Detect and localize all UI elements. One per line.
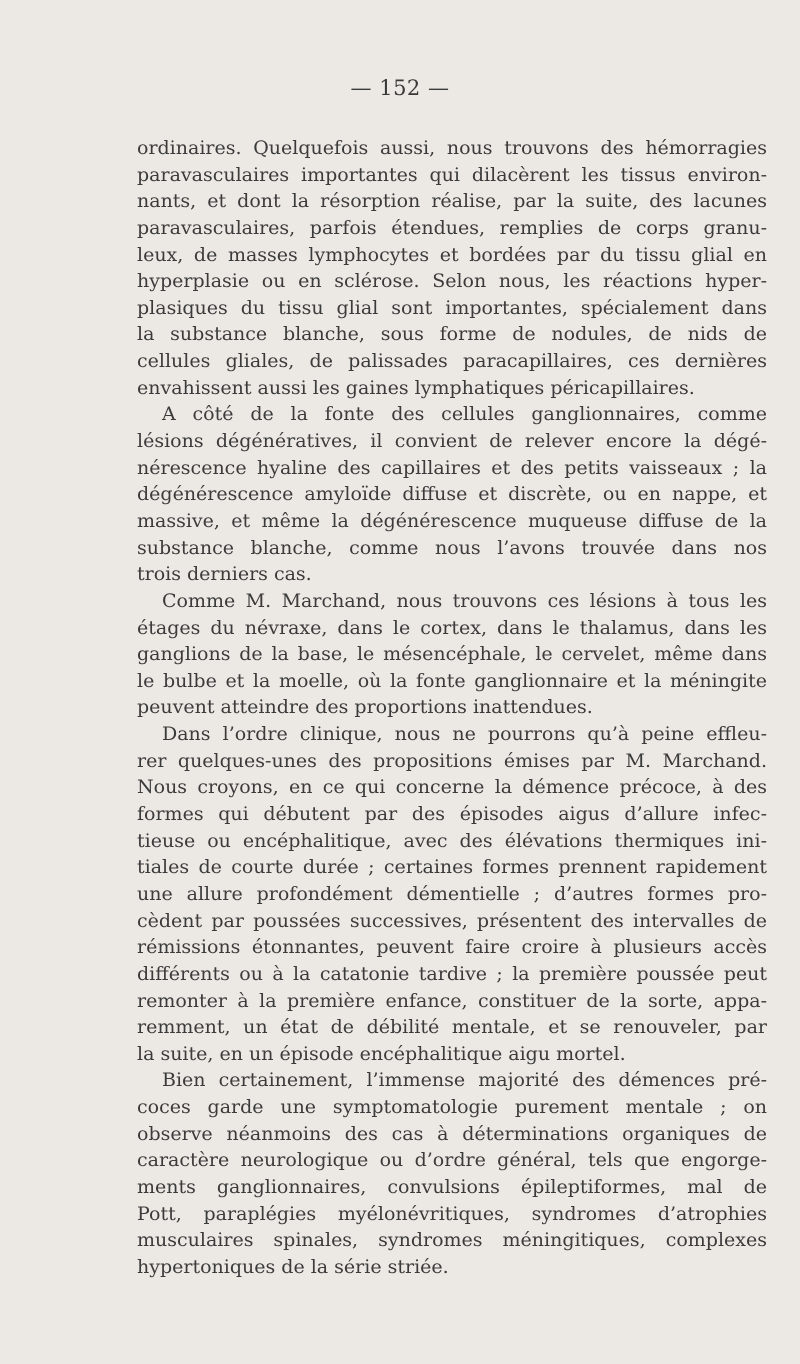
- text-line: cèdent par poussées successives, présentent des intervalles de: [137, 909, 767, 932]
- text-line: ments ganglionnaires, convulsions épileptiformes, mal de: [137, 1175, 767, 1198]
- text-line: massive, et même la dégénérescence muqueuse diffuse de la: [137, 509, 767, 532]
- text-line: lésions dégénératives, il convient de relever encore la dégé-: [137, 430, 767, 453]
- text-line: le bulbe et la moelle, où la fonte ganglionnaire et la méningite: [137, 669, 767, 692]
- text-line: Bien certainement, l’immense majorité des démences pré-: [162, 1069, 767, 1092]
- text-line: une allure profondément démentielle ; d’autres formes pro-: [137, 882, 767, 905]
- text-line: Dans l’ordre clinique, nous ne pourrons qu’à peine effleu-: [162, 723, 767, 746]
- text-line: rémissions étonnantes, peuvent faire croire à plusieurs accès: [137, 936, 767, 959]
- text-line: caractère neurologique ou d’ordre général, tels que engorge-: [137, 1149, 767, 1172]
- text-line: cellules gliales, de palissades paracapillaires, ces dernières: [137, 350, 767, 373]
- page-number: — 152 —: [350, 76, 450, 100]
- text-line: tiales de courte durée ; certaines formes prennent rapidement: [137, 856, 767, 879]
- text-line: nants, et dont la résorption réalise, par la suite, des lacunes: [137, 190, 767, 213]
- text-line: Pott, paraplégies myélonévritiques, syndromes d’atrophies: [137, 1202, 767, 1225]
- text-line: la substance blanche, sous forme de nodules, de nids de: [137, 323, 767, 346]
- text-line: remonter à la première enfance, constituer de la sorte, appa-: [137, 989, 767, 1012]
- text-line: observe néanmoins des cas à déterminations organiques de: [137, 1122, 767, 1145]
- text-line: A côté de la fonte des cellules ganglionnaires, comme: [162, 403, 767, 426]
- text-line: formes qui débutent par des épisodes aigus d’allure infec-: [137, 803, 767, 826]
- text-line: dégénérescence amyloïde diffuse et discrète, ou en nappe, et: [137, 483, 767, 506]
- text-line: tieuse ou encéphalitique, avec des élévations thermiques ini-: [137, 829, 767, 852]
- text-line: la suite, en un épisode encéphalitique aigu mortel.: [137, 1042, 626, 1065]
- text-line: nérescence hyaline des capillaires et des petits vaisseaux ; la: [137, 456, 767, 479]
- text-line: peuvent atteindre des proportions inattendues.: [137, 696, 593, 719]
- text-line: ordinaires. Quelquefois aussi, nous trouvons des hémorragies: [137, 137, 767, 159]
- body-text: [137, 135, 767, 1281]
- text-line: remment, un état de débilité mentale, et se renouveler, par: [137, 1016, 767, 1039]
- text-line: différents ou à la catatonie tardive ; la première poussée peut: [137, 962, 767, 985]
- text-line: hyperplasie ou en sclérose. Selon nous, les réactions hyper-: [137, 270, 767, 293]
- text-line: paravasculaires, parfois étendues, remplies de corps granu-: [137, 216, 767, 239]
- text-line: Comme M. Marchand, nous trouvons ces lésions à tous les: [162, 589, 767, 612]
- text-line: substance blanche, comme nous l’avons trouvée dans nos: [137, 536, 767, 559]
- text-line: ganglions de la base, le mésencéphale, le cervelet, même dans: [137, 643, 767, 666]
- text-line: Nous croyons, en ce qui concerne la démence précoce, à des: [137, 776, 767, 799]
- text-line: rer quelques-unes des propositions émises par M. Marchand.: [137, 749, 767, 772]
- text-line: plasiques du tissu glial sont importantes, spécialement dans: [137, 296, 767, 319]
- text-line: envahissent aussi les gaines lymphatiques péricapillaires.: [137, 376, 695, 399]
- text-line: trois derniers cas.: [137, 563, 312, 586]
- text-line: hypertoniques de la série striée.: [137, 1255, 449, 1278]
- text-line: leux, de masses lymphocytes et bordées par du tissu glial en: [137, 243, 767, 266]
- text-line: musculaires spinales, syndromes méningitiques, complexes: [137, 1229, 767, 1252]
- text-line: coces garde une symptomatologie purement mentale ; on: [137, 1096, 767, 1119]
- text-line: paravasculaires importantes qui dilacèrent les tissus environ-: [137, 163, 767, 186]
- text-line: étages du névraxe, dans le cortex, dans le thalamus, dans les: [137, 616, 767, 639]
